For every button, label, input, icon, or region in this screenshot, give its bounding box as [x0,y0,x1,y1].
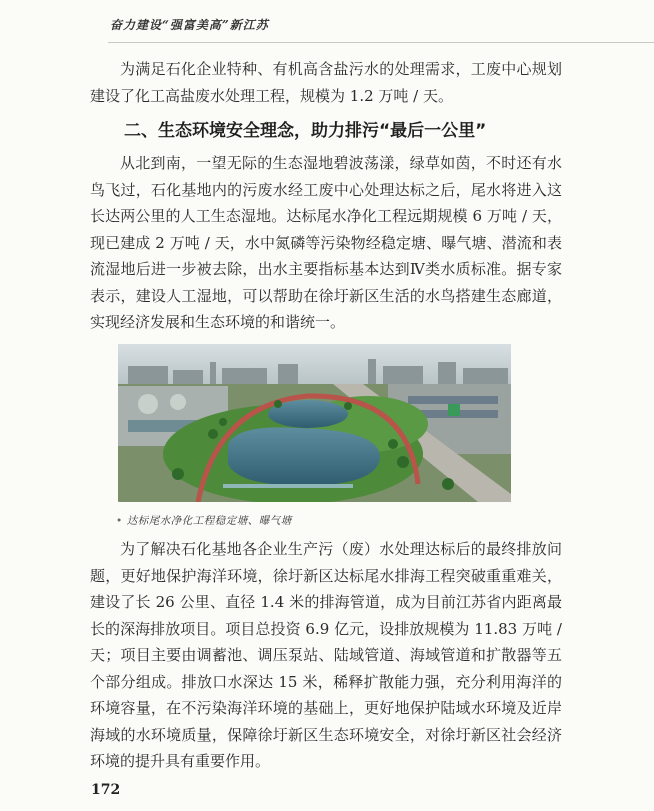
wetland-photo-illustration [118,344,511,502]
header-divider [108,42,654,43]
section-heading: 二、生态环境安全理念，助力排污“最后一公里” [124,121,487,141]
ocean-discharge-paragraph: 为了解决石化基地各企业生产污（废）水处理达标后的最终排放问题，更好地保护海洋环境，徐圩新区达标尾水排海工程突破重重难关，建设了长 26 公里、直径 1.4 米的排海管道，成为目前江苏省内距离最长的深海排放项目。项目总投资 6.9 亿元，设排放规模为 11.83 万吨 / 天；项目主要由调蓄池、调压泵站、陆域管道、海域管道和扩散器等五个部分组成。排放口水深达 15 米，稀释扩散能力强，充分利用海洋的环境容量，在不污染海洋环境的基础上，更好地保护陆域水环境及近岸海域的水环境质量，保障徐圩新区生态环境安全，对徐圩新区社会经济环境的提升具有重要作用。 [90,540,562,770]
figure-caption [116,513,292,528]
caption-bullet: • [116,515,123,527]
intro-paragraph: 为满足石化企业特种、有机高含盐污水的处理需求，工废中心规划建设了化工高盐废水处理工程，规模为 1.2 万吨 / 天。 [90,60,562,105]
wetland-paragraph: 从北到南，一望无际的生态湿地碧波荡漾，绿草如茵，不时还有水鸟飞过，石化基地内的污废水经工废中心处理达标之后，尾水将进入这长达两公里的人工生态湿地。达标尾水净化工程远期规模 6 万吨 / 天，现已建成 2 万吨 / 天，水中氮磷等污染物经稳定塘、曝气塘、潜流和表流湿地后进一步被去除，出水主要指标基本达到Ⅳ类水质标准。据专家表示，建设人工湿地，可以帮助在徐圩新区生活的水鸟搭建生态廊道，实现经济发展和生态环境的和谐统一。 [90,154,562,331]
caption-text: 达标尾水净化工程稳定塘、曝气塘 [126,515,292,527]
page-number: 172 [91,782,121,798]
wetland-aerial-photo [118,344,511,502]
running-header: 奋力建设“强富美高”新江苏 [110,18,269,32]
